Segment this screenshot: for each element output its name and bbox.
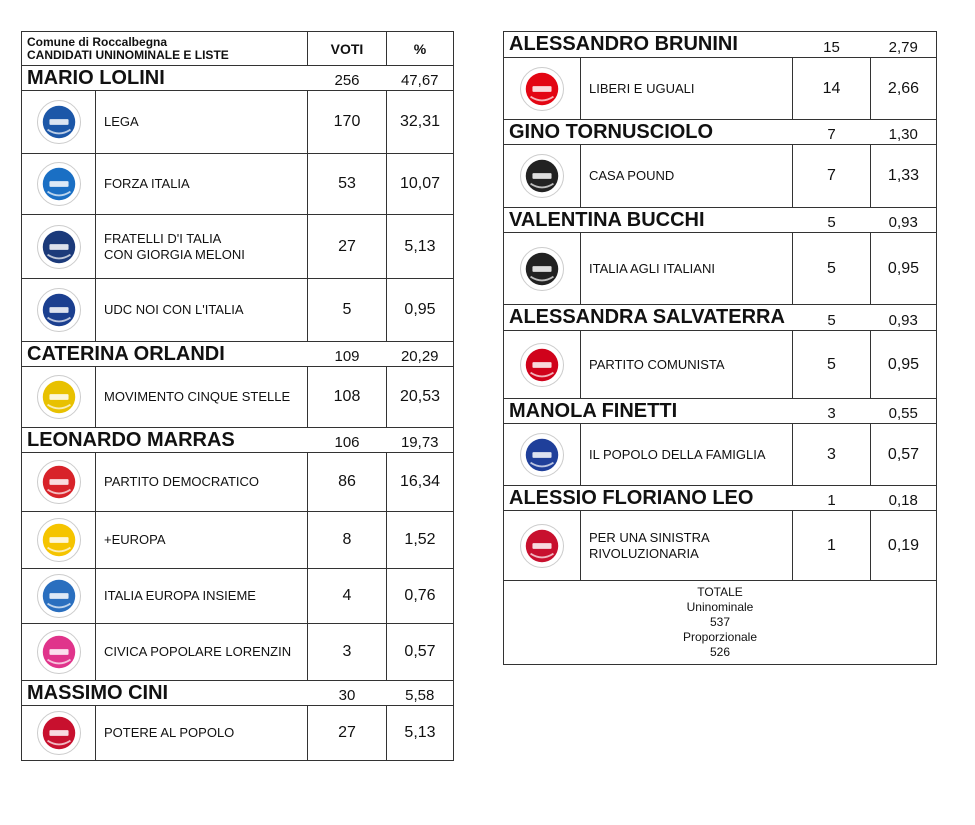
list-name: MOVIMENTO CINQUE STELLE <box>96 367 308 428</box>
list-votes: 27 <box>308 706 387 761</box>
table-title <box>22 32 308 66</box>
list-row <box>22 512 454 569</box>
pct-column-header: % <box>387 32 454 66</box>
candidate-pct: 5,58 <box>387 681 454 706</box>
candidate-pct: 0,18 <box>871 486 937 511</box>
movimento-5-stelle-logo-icon <box>37 375 81 419</box>
list-name: PARTITO DEMOCRATICO <box>96 453 308 512</box>
list-row <box>504 58 937 120</box>
list-pct: 20,53 <box>387 367 454 428</box>
candidate-pct: 2,79 <box>871 32 937 58</box>
potere-al-popolo-logo-icon <box>37 711 81 755</box>
list-votes: 7 <box>793 145 871 208</box>
candidate-name: CATERINA ORLANDI <box>22 342 308 367</box>
list-votes: 4 <box>308 569 387 624</box>
candidate-row <box>504 305 937 331</box>
candidate-name: ALESSANDRO BRUNINI <box>504 32 793 58</box>
list-name: UDC NOI CON L'ITALIA <box>96 279 308 342</box>
candidate-votes: 15 <box>793 32 871 58</box>
candidate-row <box>22 66 454 91</box>
list-pct: 16,34 <box>387 453 454 512</box>
comune-label: Comune di Roccalbegna <box>27 34 168 49</box>
left-results-table <box>21 31 454 761</box>
candidate-votes: 109 <box>308 342 387 367</box>
candidate-pct: 1,30 <box>871 120 937 145</box>
insieme-logo-icon <box>37 574 81 618</box>
list-logo-cell <box>22 91 96 154</box>
list-logo-cell <box>22 215 96 279</box>
candidate-name: MARIO LOLINI <box>22 66 308 91</box>
italia-agli-italiani-logo-icon <box>520 247 564 291</box>
list-row <box>22 91 454 154</box>
list-row <box>22 215 454 279</box>
civica-popolare-logo-icon <box>37 630 81 674</box>
candidate-votes: 7 <box>793 120 871 145</box>
candidate-name: ALESSANDRA SALVATERRA <box>504 305 793 331</box>
list-pct: 1,52 <box>387 512 454 569</box>
candidate-row <box>22 342 454 367</box>
list-pct: 0,95 <box>871 331 937 399</box>
noi-con-l-italia-logo-icon <box>37 288 81 332</box>
lega-logo-icon <box>37 100 81 144</box>
list-pct: 1,33 <box>871 145 937 208</box>
list-name-line: RIVOLUZIONARIA <box>589 545 699 561</box>
list-pct: 5,13 <box>387 706 454 761</box>
list-votes: 3 <box>793 424 871 486</box>
candidate-row <box>504 399 937 424</box>
list-name: +EUROPA <box>96 512 308 569</box>
candidate-pct: 0,55 <box>871 399 937 424</box>
list-pct: 0,57 <box>387 624 454 681</box>
candidate-votes: 106 <box>308 428 387 453</box>
list-logo-cell <box>504 424 581 486</box>
list-logo-cell <box>22 154 96 215</box>
candidate-pct: 20,29 <box>387 342 454 367</box>
candidate-votes: 5 <box>793 305 871 331</box>
list-name <box>96 215 308 279</box>
list-logo-cell <box>504 511 581 581</box>
partito-comunista-logo-icon <box>520 343 564 387</box>
list-row <box>504 233 937 305</box>
candidate-name: GINO TORNUSCIOLO <box>504 120 793 145</box>
list-pct: 0,95 <box>871 233 937 305</box>
candidate-votes: 256 <box>308 66 387 91</box>
list-name-line: CON GIORGIA MELONI <box>104 246 245 262</box>
uninominale-label: Uninominale <box>686 600 754 614</box>
candidate-pct: 0,93 <box>871 305 937 331</box>
list-name: PARTITO COMUNISTA <box>581 331 793 399</box>
candidate-name: ALESSIO FLORIANO LEO <box>504 486 793 511</box>
list-pct: 0,19 <box>871 511 937 581</box>
list-votes: 170 <box>308 91 387 154</box>
partito-democratico-logo-icon <box>37 460 81 504</box>
list-name: FORZA ITALIA <box>96 154 308 215</box>
list-logo-cell <box>22 279 96 342</box>
fratelli-d-italia-logo-icon <box>37 225 81 269</box>
candidate-name: LEONARDO MARRAS <box>22 428 308 453</box>
list-row <box>504 331 937 399</box>
candidate-votes: 30 <box>308 681 387 706</box>
popolo-della-famiglia-logo-icon <box>520 433 564 477</box>
list-logo-cell <box>22 453 96 512</box>
candidate-votes: 5 <box>793 208 871 233</box>
list-logo-cell <box>22 624 96 681</box>
candidate-votes: 1 <box>793 486 871 511</box>
candidate-pct: 0,93 <box>871 208 937 233</box>
list-logo-cell <box>504 331 581 399</box>
liberi-e-uguali-logo-icon <box>520 67 564 111</box>
uninominale-value: 537 <box>709 615 731 629</box>
list-votes: 14 <box>793 58 871 120</box>
table-subtitle: CANDIDATI UNINOMINALE E LISTE <box>27 47 229 62</box>
list-row <box>22 624 454 681</box>
piu-europa-logo-icon <box>37 518 81 562</box>
list-logo-cell <box>504 58 581 120</box>
list-logo-cell <box>504 145 581 208</box>
totals-cell <box>504 581 937 665</box>
list-pct: 0,95 <box>387 279 454 342</box>
candidate-row <box>504 486 937 511</box>
candidate-name: MANOLA FINETTI <box>504 399 793 424</box>
list-votes: 3 <box>308 624 387 681</box>
candidate-name: VALENTINA BUCCHI <box>504 208 793 233</box>
list-name: LEGA <box>96 91 308 154</box>
candidate-row <box>504 208 937 233</box>
list-name: ITALIA EUROPA INSIEME <box>96 569 308 624</box>
list-pct: 10,07 <box>387 154 454 215</box>
list-votes: 86 <box>308 453 387 512</box>
list-logo-cell <box>504 233 581 305</box>
table-header-row <box>22 32 454 66</box>
candidate-row <box>22 681 454 706</box>
list-pct: 0,76 <box>387 569 454 624</box>
list-row <box>22 453 454 512</box>
candidate-pct: 19,73 <box>387 428 454 453</box>
list-row <box>22 367 454 428</box>
candidate-row <box>22 428 454 453</box>
list-votes: 1 <box>793 511 871 581</box>
votes-column-header: VOTI <box>308 32 387 66</box>
list-pct: 32,31 <box>387 91 454 154</box>
candidate-row <box>504 120 937 145</box>
list-row <box>22 569 454 624</box>
list-name-line: PER UNA SINISTRA <box>589 529 710 545</box>
list-name-line: FRATELLI D'I TALIA <box>104 230 222 246</box>
list-name: IL POPOLO DELLA FAMIGLIA <box>581 424 793 486</box>
list-row <box>504 511 937 581</box>
totals-row <box>504 581 937 665</box>
list-votes: 5 <box>308 279 387 342</box>
list-row <box>504 145 937 208</box>
candidate-name: MASSIMO CINI <box>22 681 308 706</box>
list-pct: 0,57 <box>871 424 937 486</box>
list-votes: 5 <box>793 233 871 305</box>
list-votes: 53 <box>308 154 387 215</box>
list-votes: 27 <box>308 215 387 279</box>
forza-italia-logo-icon <box>37 162 81 206</box>
list-votes: 108 <box>308 367 387 428</box>
candidate-votes: 3 <box>793 399 871 424</box>
list-name: CIVICA POPOLARE LORENZIN <box>96 624 308 681</box>
proporzionale-label: Proporzionale <box>682 630 758 644</box>
list-name: CASA POUND <box>581 145 793 208</box>
list-name: ITALIA AGLI ITALIANI <box>581 233 793 305</box>
list-row <box>22 706 454 761</box>
list-name <box>581 511 793 581</box>
list-votes: 5 <box>793 331 871 399</box>
candidate-pct: 47,67 <box>387 66 454 91</box>
list-row <box>22 279 454 342</box>
sinistra-rivoluzionaria-logo-icon <box>520 524 564 568</box>
totals-label: TOTALE <box>697 585 743 599</box>
right-results-table <box>503 31 937 665</box>
candidate-row <box>504 32 937 58</box>
list-logo-cell <box>22 512 96 569</box>
list-pct: 2,66 <box>871 58 937 120</box>
list-name: LIBERI E UGUALI <box>581 58 793 120</box>
list-logo-cell <box>22 706 96 761</box>
casa-pound-logo-icon <box>520 154 564 198</box>
list-pct: 5,13 <box>387 215 454 279</box>
list-name: POTERE AL POPOLO <box>96 706 308 761</box>
proporzionale-value: 526 <box>709 645 731 659</box>
list-logo-cell <box>22 569 96 624</box>
list-votes: 8 <box>308 512 387 569</box>
list-logo-cell <box>22 367 96 428</box>
list-row <box>22 154 454 215</box>
list-row <box>504 424 937 486</box>
